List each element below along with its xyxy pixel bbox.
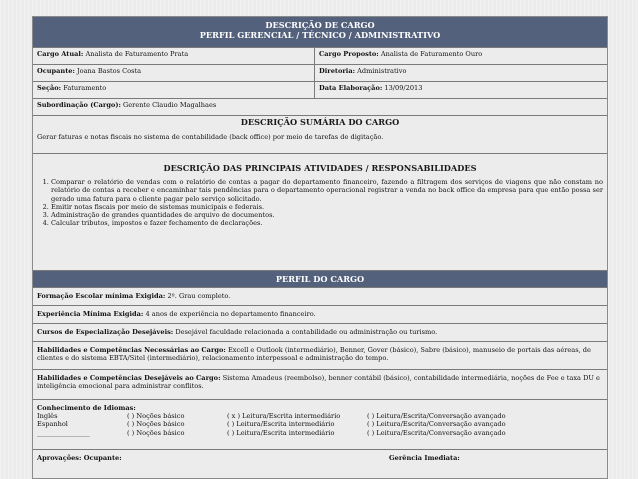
hab-nec-value: Excell e Outlook (intermediário), Benner, Gover (básico), Sabre (básico), manuseio de portais das aéreas, de clientes e do sistema EBTA/Sitel (intermediário), relacionamento interpessoal e administração do tempo. — [37, 346, 591, 363]
sumaria-text: Gerar faturas e notas fiscais no sistema de contabilidade (back office) por meio de tarefas de digitação. — [37, 133, 384, 142]
perfil-title: PERFIL DO CARGO — [33, 270, 607, 287]
data-elaboracao-label: Data Elaboração: — [319, 84, 383, 92]
cursos-label: Cursos de Especialização Desejáveis: — [37, 328, 174, 336]
sumaria-title: DESCRIÇÃO SUMÁRIA DO CARGO — [240, 117, 400, 127]
idioma-avancado: ( ) Leitura/Escrita/Conversação avançado — [367, 412, 506, 421]
atividades-list — [37, 178, 603, 227]
idioma-row — [37, 420, 603, 428]
diretoria-value: Administrativo — [357, 67, 407, 75]
idioma-avancado: ( ) Leitura/Escrita/Conversação avançado — [367, 428, 506, 437]
idioma-avancado: ( ) Leitura/Escrita/Conversação avançado — [367, 420, 506, 429]
form-title: DESCRIÇÃO DE CARGO — [265, 20, 375, 30]
row-ocupante — [33, 64, 607, 81]
section-idiomas — [33, 399, 607, 449]
hab-des-label: Habilidades e Competências Desejáveis ao Cargo: — [37, 374, 221, 382]
row-cursos — [33, 323, 607, 341]
section-atividades — [33, 153, 607, 268]
row-formacao — [33, 287, 607, 305]
idiomas-title: Conhecimento de Idiomas: — [37, 404, 136, 412]
idioma-lang: ________________ — [37, 428, 90, 437]
secao-label: Seção: — [37, 84, 62, 92]
diretoria-label: Diretoria: — [319, 67, 356, 75]
atividade-item: 4. Calcular tributos, impostos e fazer fechamento de declarações. — [51, 219, 603, 227]
subordinacao-value: Gerente Claudio Magalhaes — [123, 101, 217, 109]
atividades-title: DESCRIÇÃO DAS PRINCIPAIS ATIVIDADES / RESPONSABILIDADES — [163, 163, 477, 173]
subordinacao-label: Subordinação (Cargo): — [37, 101, 121, 109]
aprovacoes-label: Aprovações: Ocupante: — [37, 454, 122, 462]
idioma-basico: ( ) Noções básico — [127, 412, 185, 421]
form-header — [33, 17, 607, 47]
ocupante-label: Ocupante: — [37, 67, 75, 75]
idioma-intermediario: ( ) Leitura/Escrita intermediário — [227, 420, 335, 429]
idioma-intermediario: ( ) Leitura/Escrita intermediário — [227, 428, 335, 437]
idioma-basico: ( ) Noções básico — [127, 420, 185, 429]
idioma-basico: ( ) Noções básico — [127, 428, 185, 437]
form-subtitle: PERFIL GERENCIAL / TÉCNICO / ADMINISTRATIVO — [199, 30, 441, 41]
idioma-row — [37, 412, 603, 420]
cargo-proposto-label: Cargo Proposto: — [319, 50, 379, 58]
row-experiencia — [33, 305, 607, 323]
experiencia-value: 4 anos de experiência no departamento financeiro. — [145, 310, 316, 318]
cargo-atual-value: Analista de Faturamento Prata — [85, 50, 189, 58]
formacao-label: Formação Escolar mínima Exigida: — [37, 292, 166, 300]
hab-des-value: Sistema Amadeus (reembolso), benner contábil (básico), contabilidade intermediária, noções de Fee e taxa DU e inteligência emocional para administrar conflitos. — [37, 374, 600, 391]
cargo-proposto-value: Analista de Faturamento Ouro — [380, 50, 483, 58]
cargo-atual-label: Cargo Atual: — [37, 50, 84, 58]
row-subordinacao — [33, 98, 607, 115]
row-cargo — [33, 47, 607, 64]
row-aprovacoes — [33, 449, 607, 478]
secao-value: Faturamento — [63, 84, 107, 92]
idioma-row — [37, 429, 603, 437]
cursos-value: Desejável faculdade relacionada a contabilidade ou administração ou turismo. — [175, 328, 438, 336]
row-habilidades-necessarias — [33, 341, 607, 369]
idioma-lang: Espanhol — [37, 420, 68, 429]
section-sumaria — [33, 115, 607, 153]
atividade-item: 1. Comparar o relatório de vendas com o relatório de contas a pagar do departamento financeiro, fazendo a filtragem dos serviços de viagens que não constam no relatório de contas a receber e encaminhar tais pendências para o departamento operacional registrar a venda no back office da empresa para que então possa ser gerado uma fatura para o cliente pagar pelo serviço solicitado. — [51, 178, 603, 203]
hab-nec-label: Habilidades e Competências Necessárias ao Cargo: — [37, 346, 226, 354]
job-description-form — [32, 16, 608, 479]
atividade-item: 2. Emitir notas fiscais por meio de sistemas municipais e federais. — [51, 203, 603, 211]
experiencia-label: Experiência Mínima Exigida: — [37, 310, 144, 318]
idioma-intermediario: ( x ) Leitura/Escrita intermediário — [227, 412, 341, 421]
row-habilidades-desejaveis — [33, 369, 607, 399]
formacao-value: 2º. Grau completo. — [167, 292, 231, 300]
row-secao — [33, 81, 607, 98]
ocupante-value: Joana Bastos Costa — [77, 67, 142, 75]
idioma-lang: Inglês — [37, 412, 58, 421]
gerencia-label: Gerência Imediata: — [389, 454, 460, 462]
atividade-item: 3. Administração de grandes quantidades de arquivo de documentos. — [51, 211, 603, 219]
data-elaboracao-value: 13/09/2013 — [384, 84, 423, 92]
